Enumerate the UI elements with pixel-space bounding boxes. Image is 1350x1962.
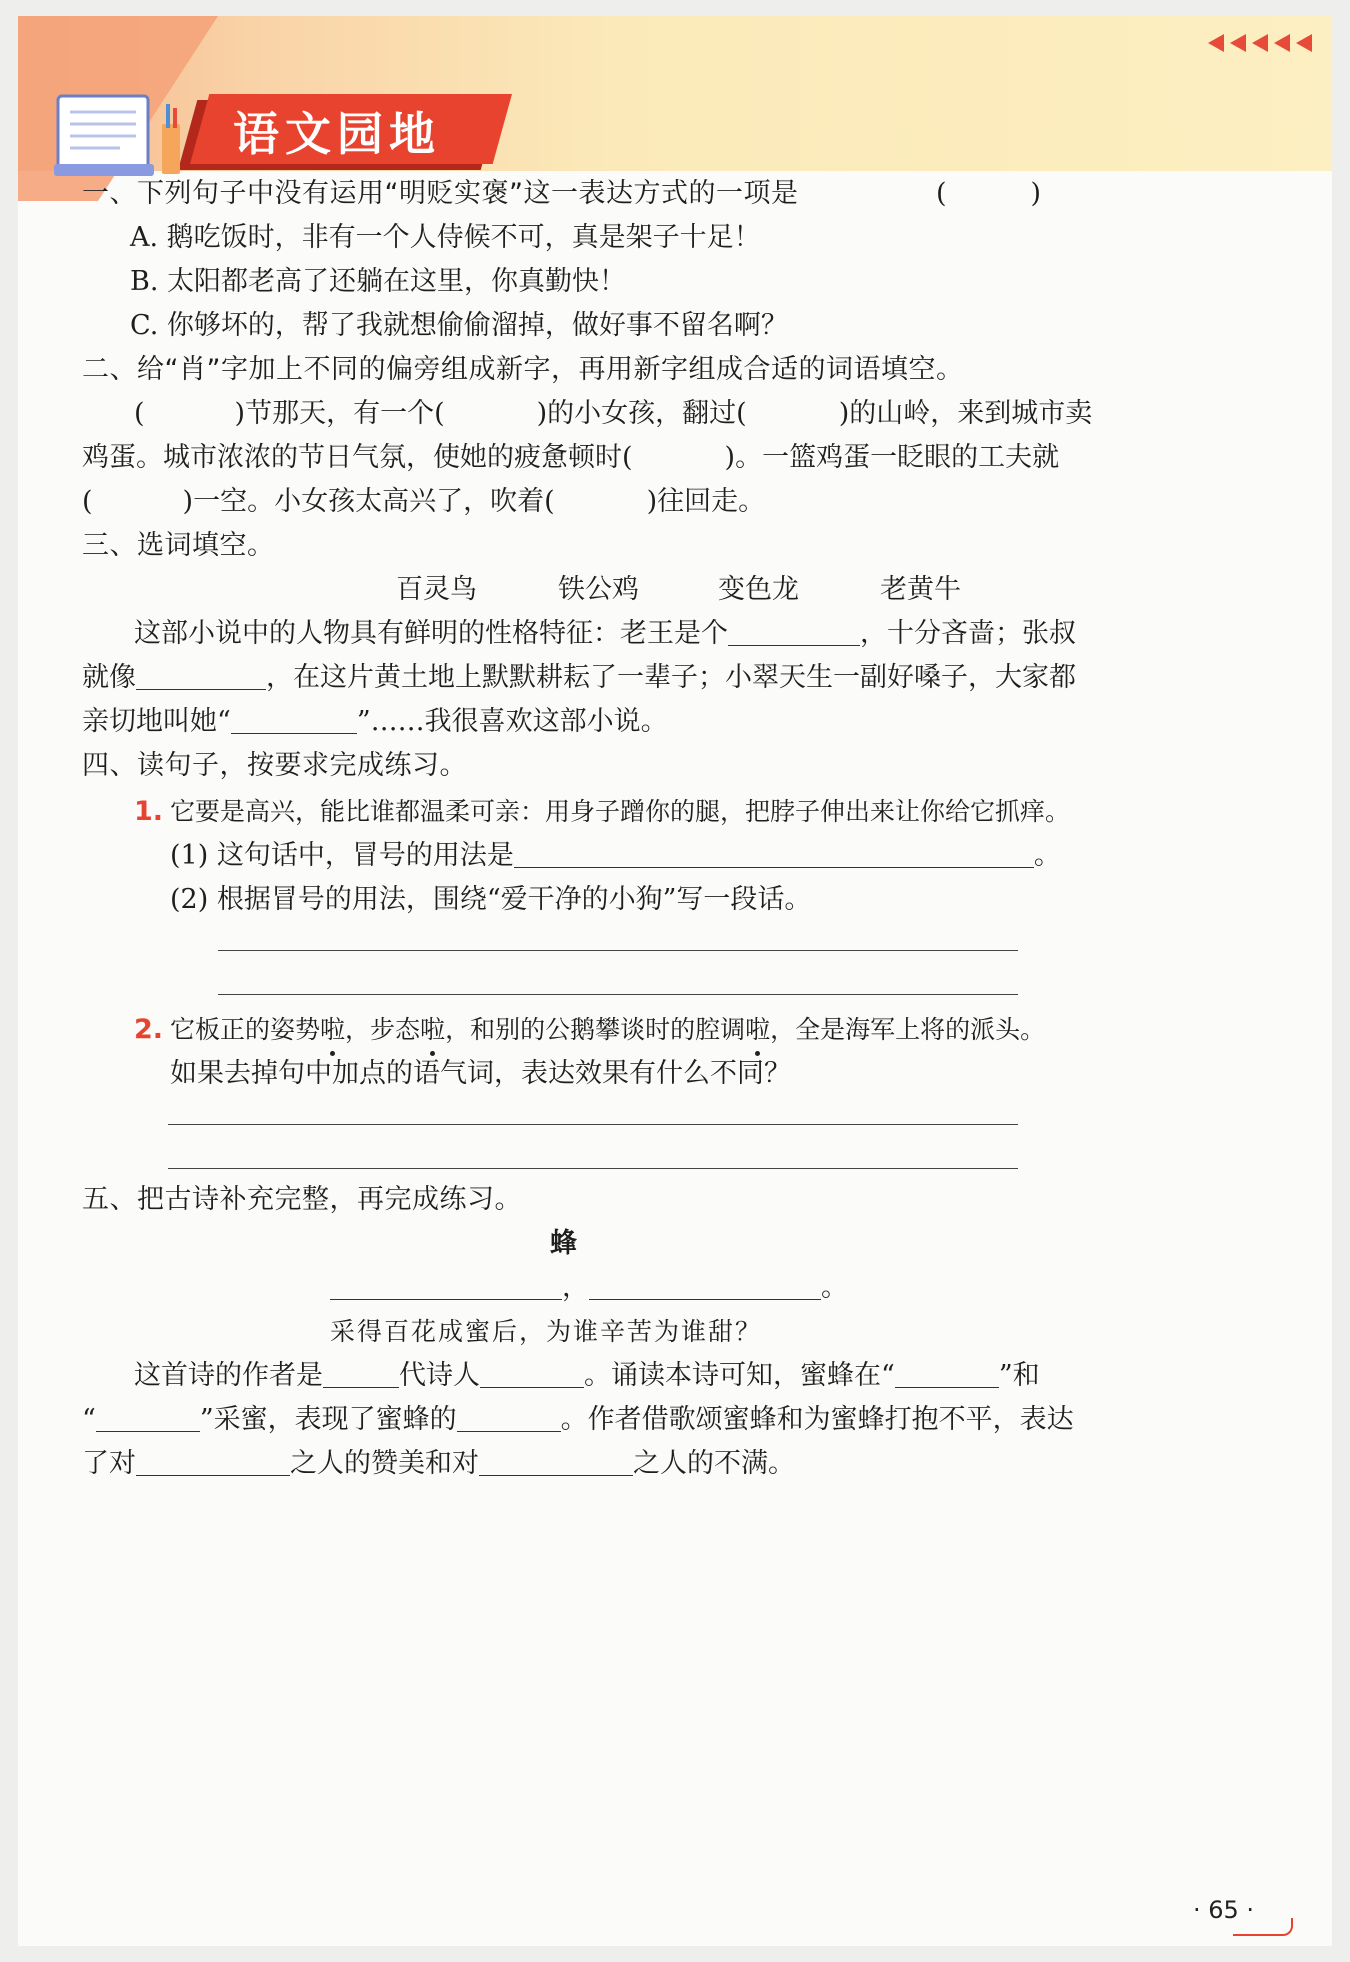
q3-word-1: 百灵鸟	[396, 574, 477, 605]
q5-line-1	[134, 1358, 1040, 1394]
q5-line-3	[82, 1446, 795, 1482]
text: 之人的不满。	[633, 1448, 795, 1479]
q3-line-1	[134, 616, 1076, 652]
text: 。作者借歌颂蜜蜂和为蜜蜂打抱不平，表达	[560, 1404, 1074, 1435]
q4-item-1-question-1	[170, 838, 1061, 874]
arrow-icon	[1230, 34, 1246, 52]
decorative-arrows	[1208, 28, 1312, 58]
poem-line-1	[330, 1270, 848, 1306]
q3-stem: 三、选词填空。	[82, 530, 275, 561]
text: ”采蜜，表现了蜜蜂的	[199, 1404, 457, 1435]
workbook-page	[18, 16, 1332, 1946]
text: ，全是海军上将的派头。	[770, 1015, 1046, 1044]
text: ”……我很喜欢这部小说。	[356, 706, 668, 737]
text: (	[82, 486, 93, 517]
blank[interactable]	[895, 1360, 999, 1388]
text: 之人的赞美和对	[290, 1448, 479, 1479]
answer-blank[interactable]	[514, 840, 1034, 868]
q3-line-3	[82, 704, 668, 740]
q1-option-a: A. 鹅吃饭时，非有一个人侍候不可，真是架子十足！	[130, 222, 761, 253]
dotted-particle: 啦	[745, 1012, 770, 1048]
notebook-icon	[50, 90, 200, 186]
text: )节那天，有一个(	[234, 398, 445, 429]
blank[interactable]	[231, 706, 357, 734]
poem-blank-2[interactable]	[589, 1272, 821, 1300]
page-number-ornament	[1233, 1918, 1293, 1936]
page-title: 语文园地	[233, 107, 441, 161]
text: ，步态	[345, 1015, 421, 1044]
q1-option-b: B. 太阳都老高了还躺在这里，你真勤快！	[130, 266, 627, 297]
text: 鸡蛋。城市浓浓的节日气氛，使她的疲惫顿时(	[82, 442, 633, 473]
q4-stem: 四、读句子，按要求完成练习。	[82, 750, 467, 781]
blank[interactable]	[136, 1448, 290, 1476]
q2-line-1	[134, 396, 1092, 432]
text: 这首诗的作者是	[134, 1360, 323, 1391]
q5-stem: 五、把古诗补充完整，再完成练习。	[82, 1184, 522, 1215]
text: )的小女孩，翻过(	[536, 398, 747, 429]
text: )的山岭，来到城市卖	[838, 398, 1093, 429]
arrow-icon	[1296, 34, 1312, 52]
blank[interactable]	[457, 1404, 561, 1432]
q1-option-c: C. 你够坏的，帮了我就想偷偷溜掉，做好事不留名啊？	[130, 310, 788, 341]
dotted-particle: 啦	[320, 1012, 345, 1048]
text: (1) 这句话中，冒号的用法是	[170, 840, 514, 871]
text: 。	[1033, 840, 1061, 871]
blank[interactable]	[96, 1404, 200, 1432]
poem-title: 蜂	[550, 1228, 577, 1259]
q1-stem: 一、下列句子中没有运用“明贬实褒”这一表达方式的一项是	[82, 178, 799, 209]
q3-line-2	[82, 660, 1076, 696]
text: (	[134, 398, 145, 429]
text: ，	[562, 1272, 589, 1303]
text: 就像	[82, 662, 136, 693]
poem-blank-1[interactable]	[330, 1272, 562, 1300]
answer-line[interactable]	[168, 1168, 1018, 1169]
text: ，十分吝啬；张叔	[860, 618, 1076, 649]
text: ，在这片黄土地上默默耕耘了一辈子；小翠天生一副好嗓子，大家都	[266, 662, 1076, 693]
arrow-icon	[1274, 34, 1290, 52]
q5-line-2	[82, 1402, 1074, 1438]
arrow-icon	[1252, 34, 1268, 52]
q4-item-2-number: 2.	[134, 1014, 164, 1045]
text: 亲切地叫她“	[82, 706, 231, 737]
q4-item-1-sentence: 它要是高兴，能比谁都温柔可亲：用身子蹭你的腿，把脖子伸出来让你给它抓痒。	[170, 797, 1071, 826]
text: )往回走。	[646, 486, 766, 517]
text: )。一篮鸡蛋一眨眼的工夫就	[724, 442, 1060, 473]
poem-line-2: 采得百花成蜜后，为谁辛苦为谁甜？	[330, 1317, 763, 1346]
q2-stem: 二、给“肖”字加上不同的偏旁组成新字，再用新字组成合适的词语填空。	[82, 354, 964, 385]
blank[interactable]	[479, 1448, 633, 1476]
answer-line[interactable]	[218, 994, 1018, 995]
q3-word-4: 老黄牛	[880, 574, 961, 605]
text: )一空。小女孩太高兴了，吹着(	[182, 486, 555, 517]
q3-word-3: 变色龙	[718, 574, 799, 605]
text: 这部小说中的人物具有鲜明的性格特征：老王是个	[134, 618, 728, 649]
arrow-icon	[1208, 34, 1224, 52]
answer-line[interactable]	[218, 950, 1018, 951]
blank[interactable]	[136, 662, 266, 690]
q4-item-1-question-2: (2) 根据冒号的用法，围绕“爱干净的小狗”写一段话。	[170, 884, 812, 915]
q1-answer-paren[interactable]: ( )	[936, 178, 1052, 209]
dotted-particle: 啦	[420, 1012, 445, 1048]
text: ，和别的公鹅攀谈时的腔调	[445, 1015, 746, 1044]
q4-item-2-question: 如果去掉句中加点的语气词，表达效果有什么不同？	[170, 1058, 791, 1089]
blank[interactable]	[728, 618, 860, 646]
page-number: · 65 ·	[1192, 1896, 1254, 1924]
q4-item-2-sentence	[170, 1012, 1045, 1048]
blank[interactable]	[323, 1360, 399, 1388]
text: 。	[821, 1272, 848, 1303]
text: 它板正的姿势	[170, 1015, 321, 1044]
blank[interactable]	[480, 1360, 584, 1388]
text: ”和	[998, 1360, 1040, 1391]
text: 了对	[82, 1448, 136, 1479]
answer-line[interactable]	[168, 1124, 1018, 1125]
text: 代诗人	[399, 1360, 480, 1391]
q4-item-1-number: 1.	[134, 796, 164, 827]
text: “	[82, 1404, 96, 1435]
q2-line-3	[82, 484, 765, 520]
q3-word-2: 铁公鸡	[558, 574, 639, 605]
q2-line-2	[82, 440, 1059, 476]
text: 。诵读本诗可知，蜜蜂在“	[584, 1360, 895, 1391]
